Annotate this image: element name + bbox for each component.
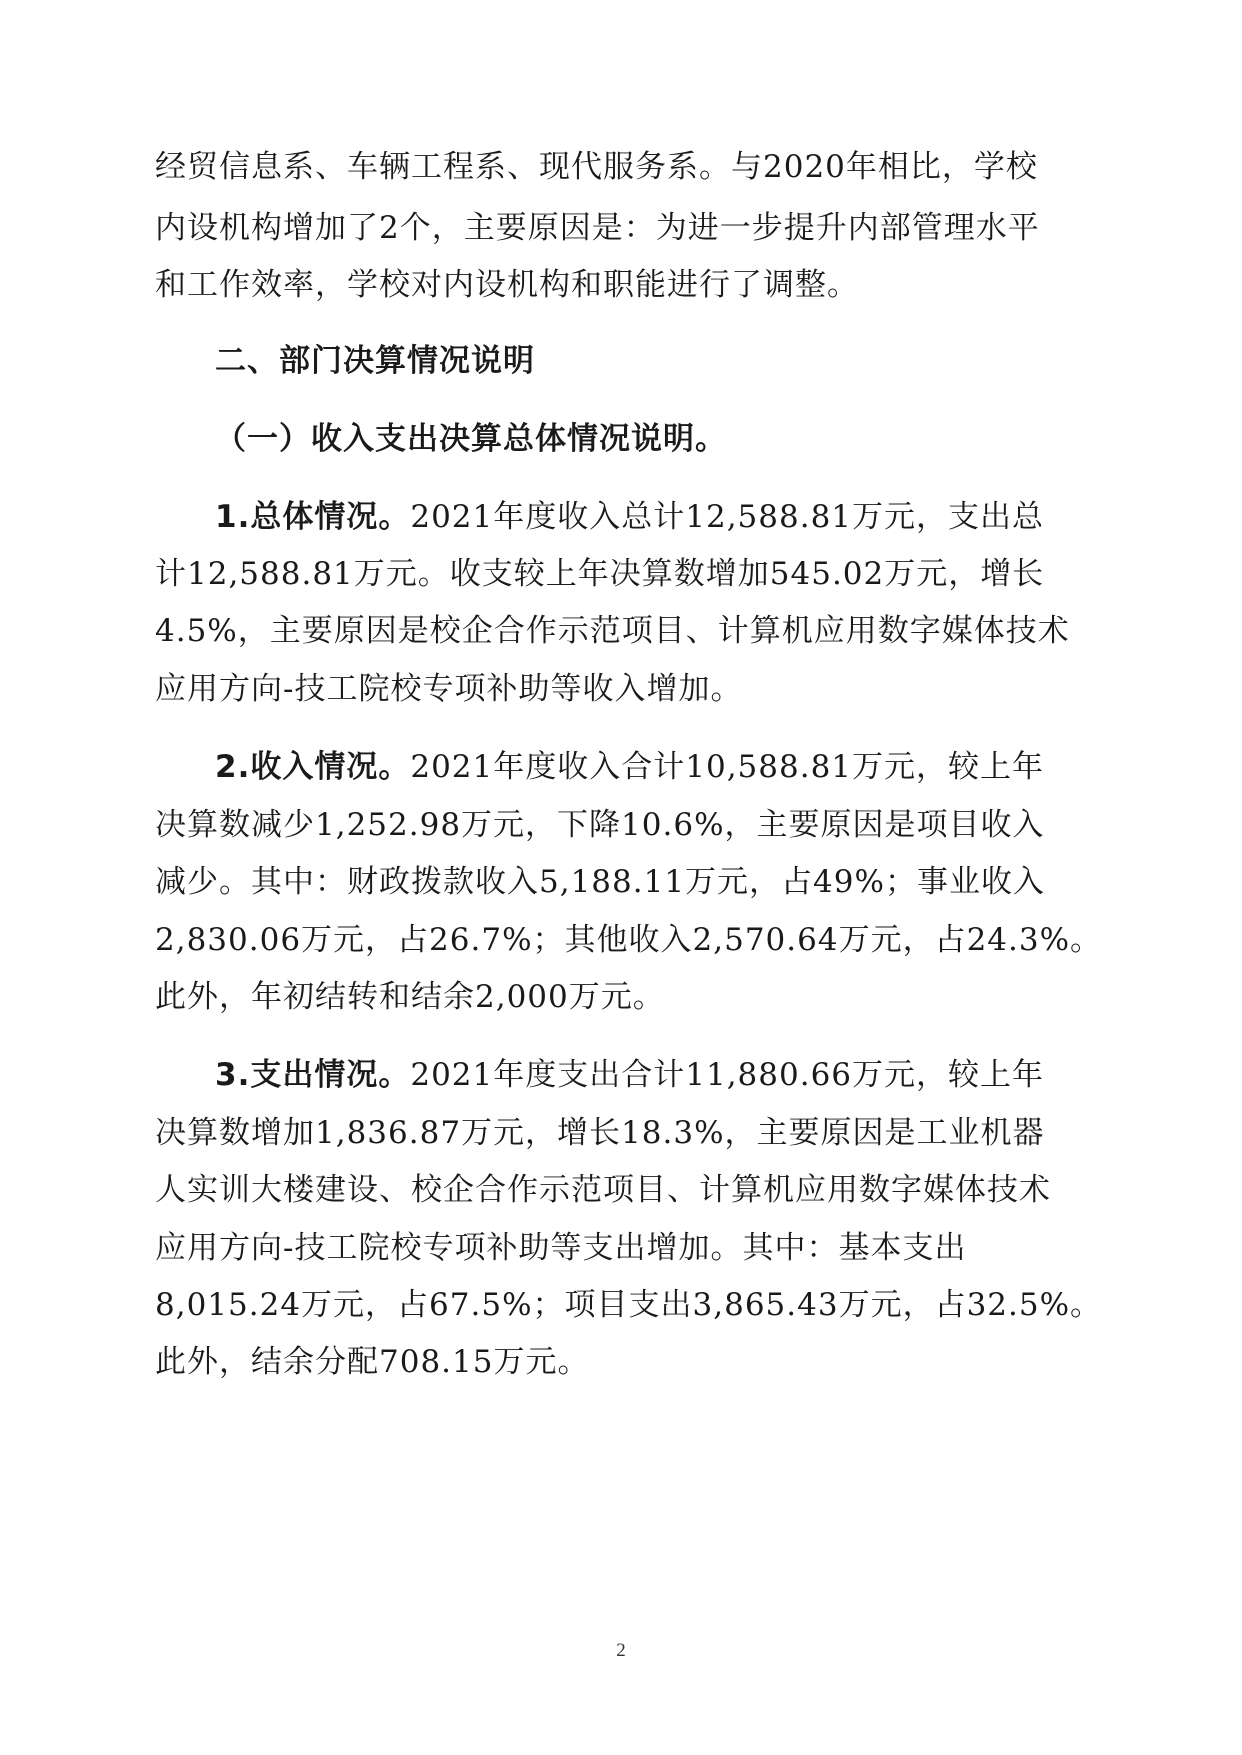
paragraph-3-line-3: 人实训大楼建设、校企合作示范项目、计算机应用数字媒体技术 xyxy=(155,1172,1051,1208)
paragraph-2-line-4: 2,830.06万元，占26.7%；其他收入2,570.64万元，占24.3%。 xyxy=(155,922,1103,958)
paragraph-2-text: 2021年度收入合计10,588.81万元，较上年 xyxy=(410,749,1045,785)
paragraph-2-line-2: 决算数减少1,252.98万元，下降10.6%，主要原因是项目收入 xyxy=(155,807,1045,843)
paragraph-3-line-6: 此外，结余分配708.15万元。 xyxy=(155,1344,590,1380)
paragraph-3-line-5: 8,015.24万元，占67.5%；项目支出3,865.43万元，占32.5%。 xyxy=(155,1287,1103,1323)
paragraph-1-lead: 1.总体情况。 xyxy=(215,499,411,535)
subsection-heading: （一）收入支出决算总体情况说明。 xyxy=(215,421,727,457)
paragraph-1-text: 2021年度收入总计12,588.81万元，支出总 xyxy=(410,499,1045,535)
paragraph-1-line-3: 4.5%，主要原因是校企合作示范项目、计算机应用数字媒体技术 xyxy=(155,613,1070,649)
intro-line-1: 经贸信息系、车辆工程系、现代服务系。与2020年相比，学校 xyxy=(155,149,1038,185)
paragraph-3-text: 2021年度支出合计11,880.66万元，较上年 xyxy=(410,1057,1045,1093)
paragraph-3-lead: 3.支出情况。 xyxy=(215,1057,411,1093)
page-number: 2 xyxy=(616,1640,626,1661)
section-heading: 二、部门决算情况说明 xyxy=(215,343,535,379)
intro-line-3: 和工作效率，学校对内设机构和职能进行了调整。 xyxy=(155,267,859,303)
paragraph-2-line-1 xyxy=(215,747,1044,787)
paragraph-3-line-4: 应用方向-技工院校专项补助等支出增加。其中：基本支出 xyxy=(155,1230,967,1266)
paragraph-2-line-3: 减少。其中：财政拨款收入5,188.11万元，占49%；事业收入 xyxy=(155,864,1045,900)
intro-line-2: 内设机构增加了2个，主要原因是：为进一步提升内部管理水平 xyxy=(155,210,1040,246)
paragraph-3-line-1 xyxy=(215,1055,1044,1095)
paragraph-1-line-4: 应用方向-技工院校专项补助等收入增加。 xyxy=(155,671,743,707)
paragraph-3-line-2: 决算数增加1,836.87万元，增长18.3%，主要原因是工业机器 xyxy=(155,1115,1045,1151)
paragraph-2-line-5: 此外，年初结转和结余2,000万元。 xyxy=(155,979,665,1015)
paragraph-1-line-2: 计12,588.81万元。收支较上年决算数增加545.02万元，增长 xyxy=(155,556,1045,592)
paragraph-2-lead: 2.收入情况。 xyxy=(215,749,411,785)
paragraph-1-line-1 xyxy=(215,497,1044,537)
